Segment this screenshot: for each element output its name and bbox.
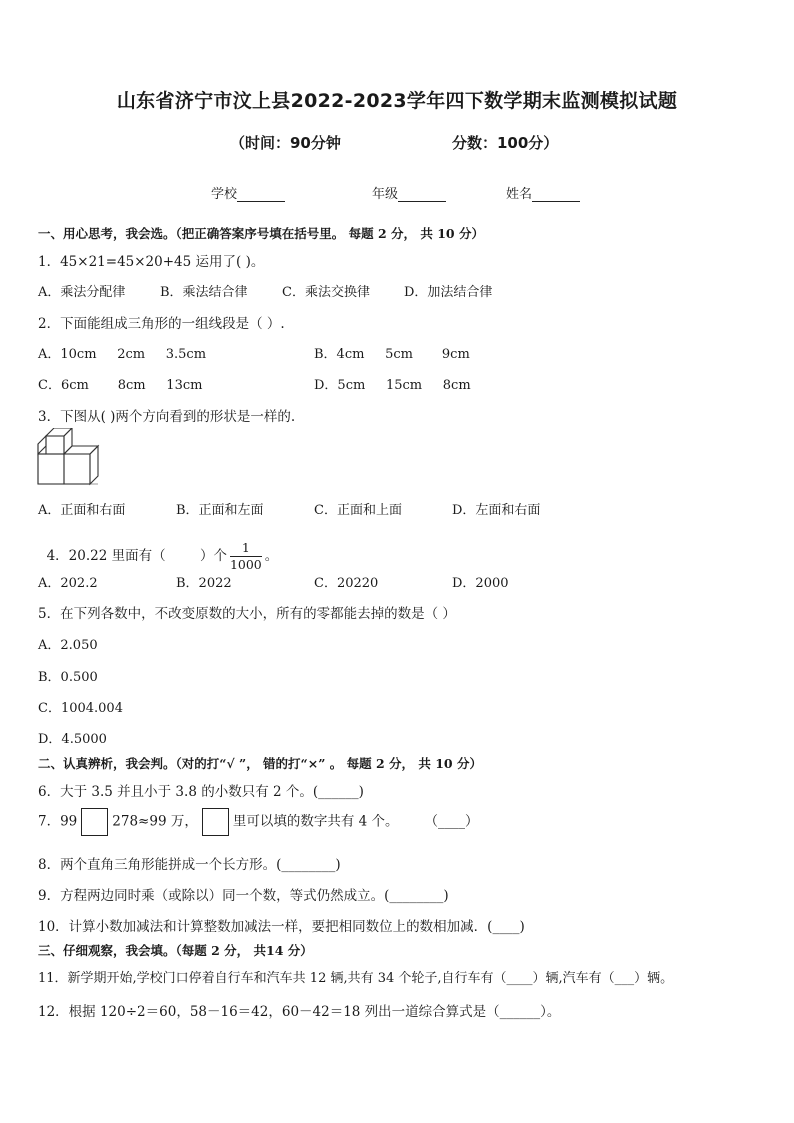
q4-fraction-denominator: 1000 [229, 557, 262, 572]
q7-line [38, 808, 479, 836]
q1-option-d[interactable]: D．加法结合律 [404, 285, 493, 300]
q3-option-a[interactable]: A．正面和右面 [38, 503, 126, 518]
q2-option-b[interactable]: B．4cm 5cm 9cm [314, 347, 470, 362]
q7-blank-box-2[interactable] [202, 808, 229, 836]
name-blank[interactable] [532, 187, 580, 202]
q4-option-c[interactable]: C．20220 [314, 576, 379, 591]
q2-text: 2．下面能组成三角形的一组线段是（ ）. [38, 316, 285, 332]
q4-prefix: 4．20.22 里面有（ ）个 [46, 548, 227, 564]
cube-right-top [64, 446, 98, 454]
q4-option-d[interactable]: D．2000 [452, 576, 509, 591]
q4-option-a[interactable]: A．202.2 [38, 576, 98, 591]
q11-text: 11．新学期开始,学校门口停着自行车和汽车共 12 辆,共有 34 个轮子,自行车有（____）辆,汽车有（___）辆。 [38, 971, 674, 986]
q5-option-a[interactable]: A．2.050 [38, 638, 98, 653]
exam-time: （时间：90分钟 [230, 134, 341, 152]
school-blank[interactable] [237, 187, 285, 202]
exam-score: 分数：100分） [452, 134, 559, 152]
q4-suffix: 。 [264, 548, 279, 564]
q5-option-d[interactable]: D．4.5000 [38, 732, 107, 747]
section3-heading: 三、仔细观察，我会填。（每题 2 分， 共14 分） [38, 943, 313, 958]
cube-figure [36, 428, 108, 494]
q3-option-d[interactable]: D．左面和右面 [452, 503, 541, 518]
q3-option-b[interactable]: B．正面和左面 [176, 503, 264, 518]
q5-option-c[interactable]: C．1004.004 [38, 701, 123, 716]
school-label: 学校 [211, 187, 238, 202]
q3-text: 3．下图从( )两个方向看到的形状是一样的. [38, 409, 296, 425]
q2-option-d[interactable]: D．5cm 15cm 8cm [314, 378, 471, 393]
q7-blank-box-1[interactable] [81, 808, 108, 836]
section1-heading: 一、用心思考，我会选。（把正确答案序号填在括号里。 每题 2 分， 共 10 分） [38, 226, 484, 241]
cube-bottom-left [38, 454, 64, 484]
grade-blank[interactable] [398, 187, 446, 202]
q3-option-c[interactable]: C．正面和上面 [314, 503, 402, 518]
q4-option-b[interactable]: B．2022 [176, 576, 232, 591]
q7-part-c: 里可以填的数字共有 4 个。 [232, 813, 399, 830]
section2-heading: 二、认真辨析，我会判。（对的打“√ ”， 错的打“×” 。 每题 2 分， 共 10 分） [38, 756, 482, 771]
q4-fraction-numerator: 1 [230, 540, 262, 557]
q5-option-b[interactable]: B．0.500 [38, 670, 98, 685]
grade-field[interactable] [372, 183, 446, 202]
q8-text: 8．两个直角三角形能拼成一个长方形。(________) [38, 857, 341, 873]
name-field[interactable] [506, 183, 580, 202]
q6-text: 6．大于 3.5 并且小于 3.8 的小数只有 2 个。(______) [38, 784, 364, 800]
q4-fraction [230, 540, 262, 573]
page-title: 山东省济宁市汶上县2022-2023学年四下数学期末监测模拟试题 [116, 90, 678, 112]
q12-text: 12．根据 120÷2＝60，58－16＝42，60－42＝18 列出一道综合算式是（______）。 [38, 1004, 561, 1020]
q1-option-b[interactable]: B．乘法结合律 [160, 285, 248, 300]
q5-text: 5．在下列各数中，不改变原数的大小，所有的零都能去掉的数是（ ） [38, 606, 456, 622]
q7-part-a: 7．99 [38, 813, 78, 830]
q7-part-b: 278≈99 万， [112, 813, 198, 830]
q1-text: 1．45×21=45×20+45 运用了( )。 [38, 254, 265, 270]
q1-option-a[interactable]: A．乘法分配律 [38, 285, 126, 300]
q2-option-c[interactable]: C．6cm 8cm 13cm [38, 378, 203, 393]
cube-right-side [90, 446, 98, 484]
cube-top-front [46, 436, 64, 454]
grade-label: 年级 [372, 187, 399, 202]
q9-text: 9．方程两边同时乘（或除以）同一个数，等式仍然成立。(________) [38, 888, 449, 904]
q1-option-c[interactable]: C．乘法交换律 [282, 285, 370, 300]
q10-text: 10．计算小数加减法和计算整数加减法一样，要把相同数位上的数相加减．(____) [38, 919, 525, 935]
q4-line [38, 524, 278, 573]
cube-bottom-right [64, 454, 90, 484]
q2-option-a[interactable]: A．10cm 2cm 3.5cm [38, 347, 207, 362]
name-label: 姓名 [506, 187, 533, 202]
q7-answer-blank[interactable]: （____） [424, 813, 479, 830]
school-field[interactable] [211, 183, 285, 202]
